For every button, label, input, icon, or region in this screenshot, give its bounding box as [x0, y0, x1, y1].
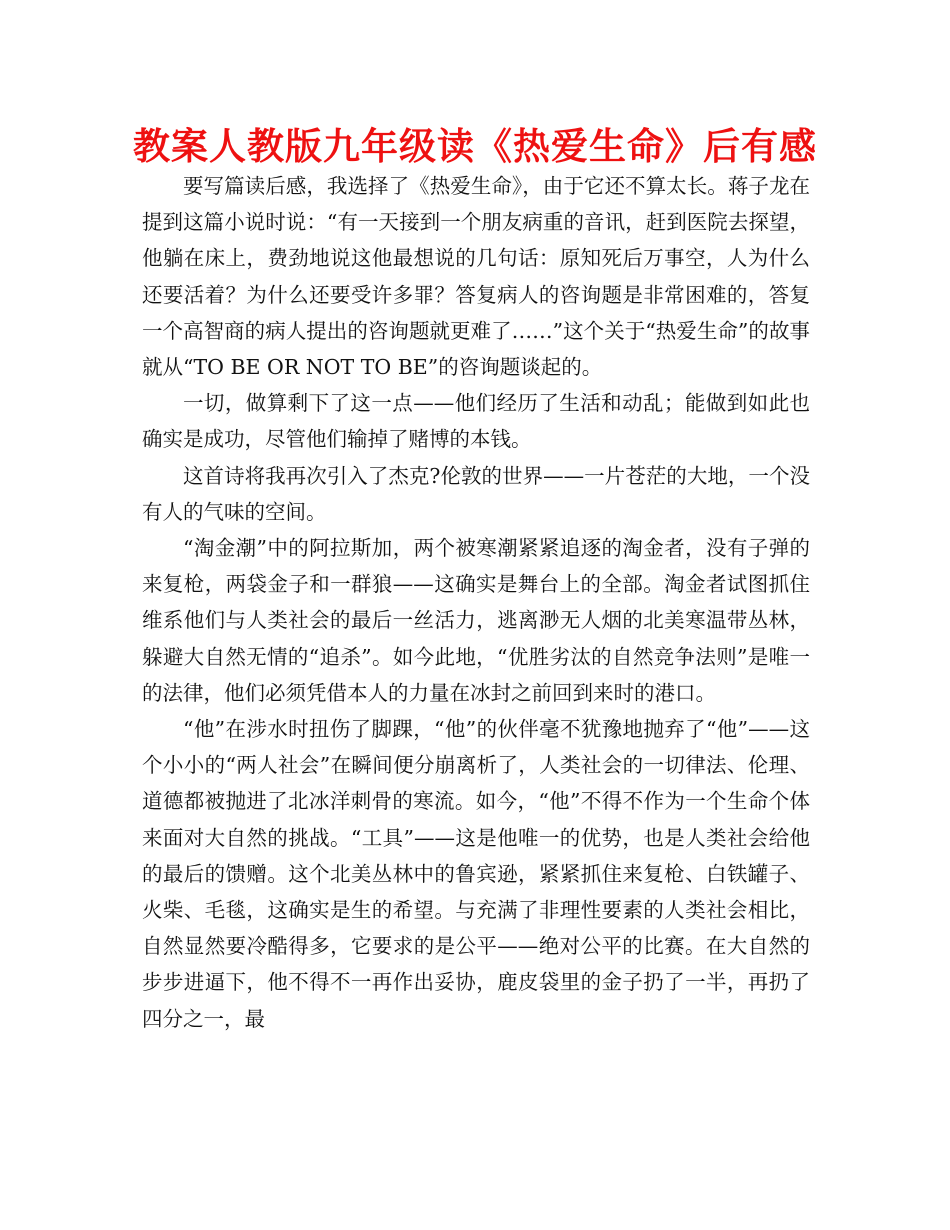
paragraph: “他”在涉水时扭伤了脚踝，“他”的伙伴毫不犹豫地抛弃了“他”——这个小小的“两人社会”在瞬间便分崩离析了，人类社会的一切律法、伦理、道德都被抛进了北冰洋刺骨的寒流。如今，“他”不得不作为一个生命个体来面对大自然的挑战。“工具”——这是他唯一的优势，也是人类社会给他的最后的馈赠。这个北美丛林中的鲁宾逊，紧紧抓住来复枪、白铁罐子、火柴、毛毯，这确实是生的希望。与充满了非理性要素的人类社会相比，自然显然要冷酷得多，它要求的是公平——绝对公平的比赛。在大自然的步步进逼下，他不得不一再作出妥协，鹿皮袋里的金子扔了一半，再扔了四分之一，最 — [142, 717, 810, 1031]
document-title: 教案人教版九年级读《热爱生命》后有感 — [133, 125, 817, 168]
paragraph: “淘金潮”中的阿拉斯加，两个被寒潮紧紧追逐的淘金者，没有子弹的来复枪，两袋金子和一群狼——这确实是舞台上的全部。淘金者试图抓住维系他们与人类社会的最后一丝活力，逃离渺无人烟的北美寒温带丛林，躲避大自然无情的“追杀”。如今此地，“优胜劣汰的自然竞争法则”是唯一的法律，他们必须凭借本人的力量在冰封之前回到来时的港口。 — [142, 536, 810, 705]
paragraph: 要写篇读后感，我选择了《热爱生命》，由于它还不算太长。蒋子龙在提到这篇小说时说：“有一天接到一个朋友病重的音讯，赶到医院去探望，他躺在床上，费劲地说这他最想说的几句话：原知死后万事空，人为什么还要活着？为什么还要受许多罪？答复病人的咨询题是非常困难的，答复一个高智商的病人提出的咨询题就更难了……”这个关于“热爱生命”的故事就从“TO BE OR NOT TO BE”的咨询题谈起的。 — [142, 174, 810, 380]
paragraph: 这首诗将我再次引入了杰克?伦敦的世界——一片苍茫的大地，一个没有人的气味的空间。 — [142, 463, 810, 524]
paragraph: 一切，做算剩下了这一点——他们经历了生活和动乱；能做到如此也确实是成功，尽管他们输掉了赌博的本钱。 — [142, 391, 810, 452]
document-body — [142, 168, 810, 1037]
